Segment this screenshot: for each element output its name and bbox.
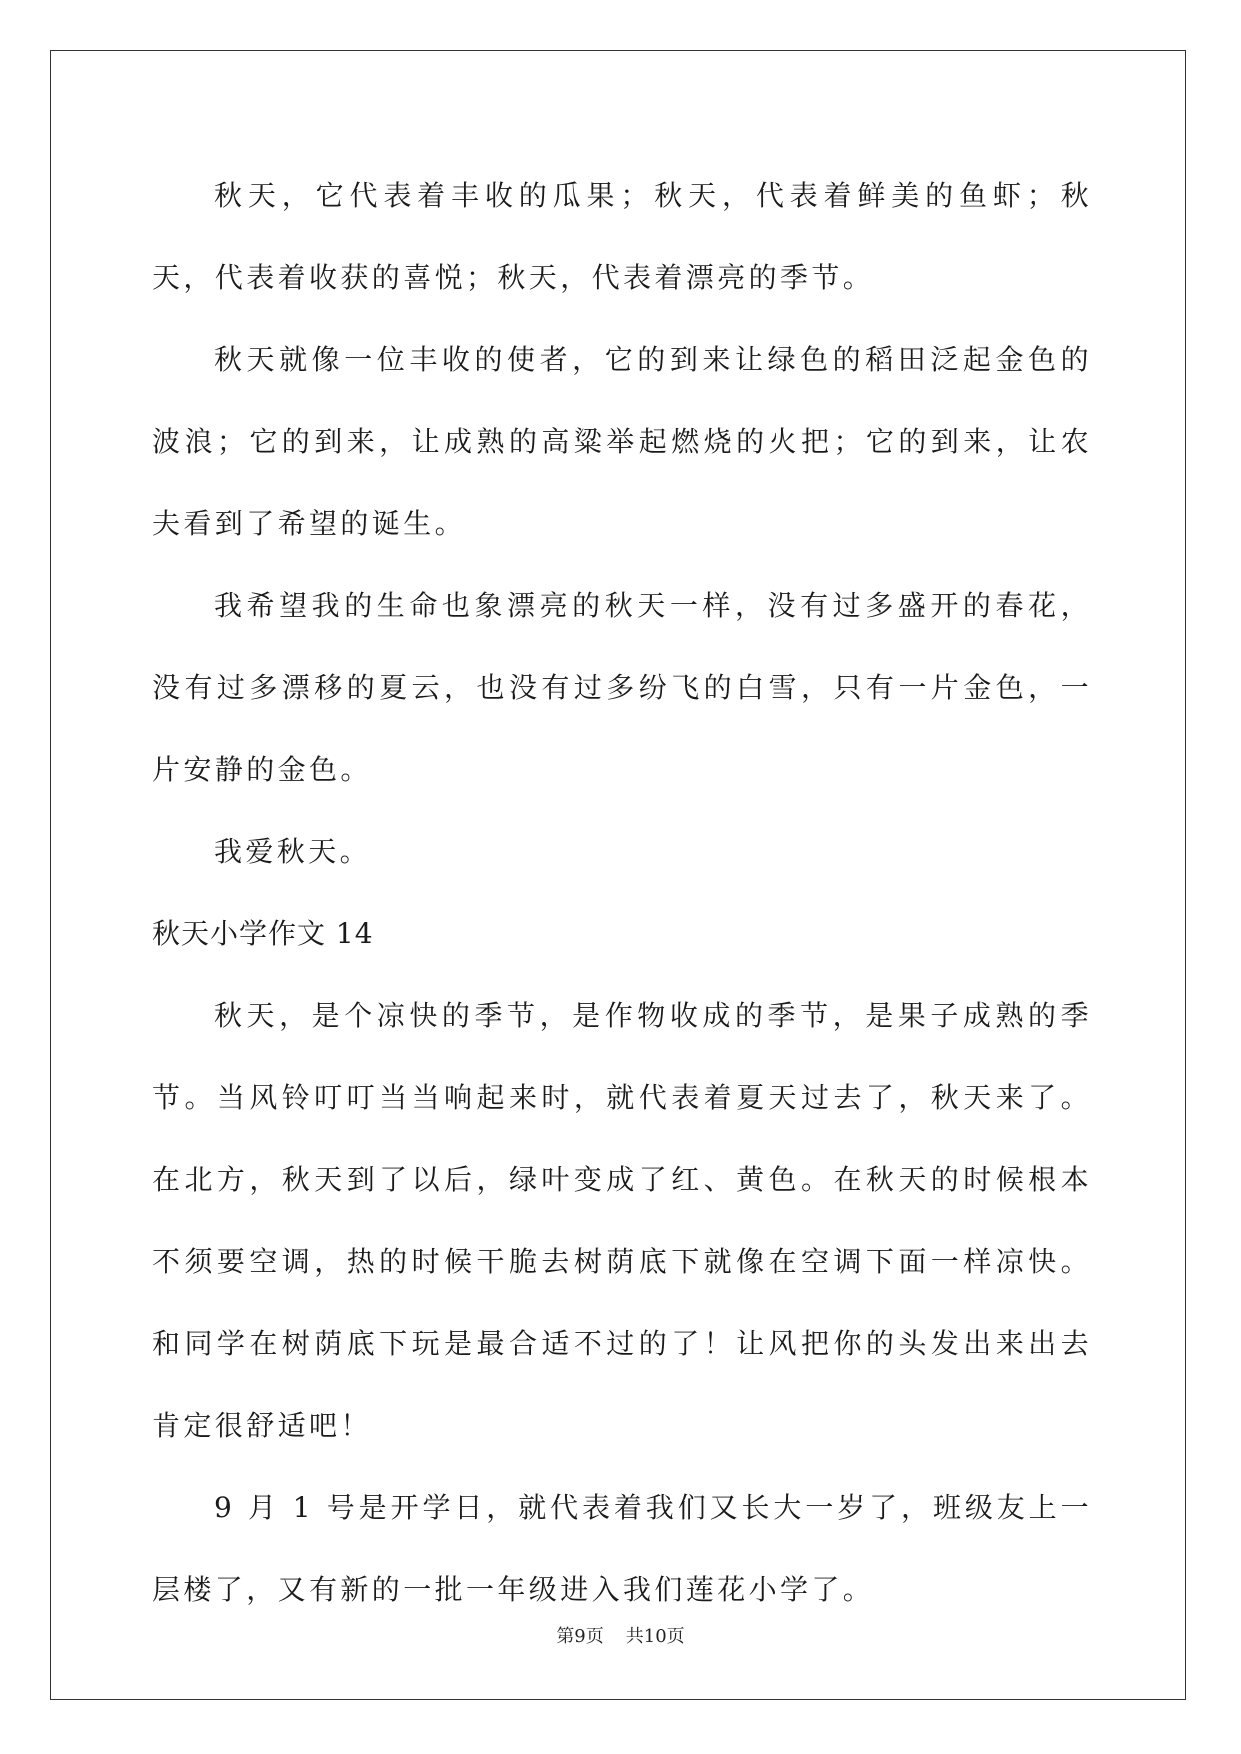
current-page-number: 第9页	[556, 1626, 604, 1647]
section-title: 秋天小学作文 14	[152, 917, 374, 950]
document-body	[152, 155, 1092, 1631]
page-footer	[0, 1622, 1241, 1648]
paragraph-autumn-represents: 秋天，它代表着丰收的瓜果；秋天，代表着鲜美的鱼虾；秋天，代表着收获的喜悦；秋天，代表着漂亮的季节。	[152, 179, 1092, 294]
paragraph-school-start: 9 月 1 号是开学日，就代表着我们又长大一岁了，班级友上一层楼了，又有新的一批一年级进入我们莲花小学了。	[152, 1491, 1092, 1606]
paragraph-hope-life: 我希望我的生命也象漂亮的秋天一样，没有过多盛开的春花，没有过多漂移的夏云，也没有过多纷飞的白雪，只有一片金色，一片安静的金色。	[152, 589, 1092, 786]
total-page-count: 共10页	[625, 1626, 685, 1647]
paragraph-harvest-messenger: 秋天就像一位丰收的使者，它的到来让绿色的稻田泛起金色的波浪；它的到来，让成熟的高粱举起燃烧的火把；它的到来，让农夫看到了希望的诞生。	[152, 343, 1092, 540]
paragraph-cool-season: 秋天，是个凉快的季节，是作物收成的季节，是果子成熟的季节。当风铃叮叮当当响起来时，就代表着夏天过去了，秋天来了。在北方，秋天到了以后，绿叶变成了红、黄色。在秋天的时候根本不须要空调，热的时候干脆去树荫底下就像在空调下面一样凉快。和同学在树荫底下玩是最合适不过的了！让风把你的头发出来出去肯定很舒适吧！	[152, 999, 1092, 1442]
paragraph-love-autumn: 我爱秋天。	[214, 835, 372, 868]
